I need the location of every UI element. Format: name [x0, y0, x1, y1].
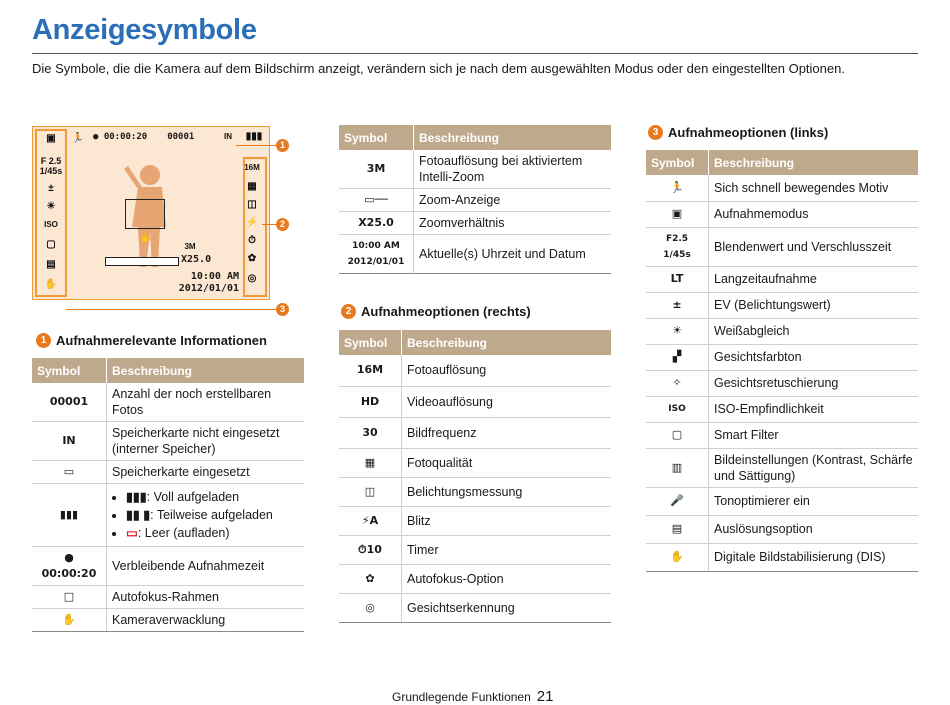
- symbol-cell: 00001: [32, 383, 107, 422]
- desc-cell: Fotoauflösung: [402, 355, 612, 386]
- section1-table: [32, 358, 304, 632]
- face-detect-icon: ◎: [247, 273, 257, 284]
- table-row: [646, 370, 918, 396]
- screen-shot-count: 00001: [167, 132, 195, 142]
- shake-icon: ✋: [139, 233, 153, 244]
- battery-icon: ▮▮▮: [245, 131, 263, 142]
- table-row: [646, 201, 918, 227]
- camera-screen-illustration: [32, 126, 270, 300]
- white-balance-icon: ☀: [646, 318, 709, 344]
- table-row: [339, 150, 611, 189]
- desc-cell: Anzahl der noch erstellbaren Fotos: [107, 383, 305, 422]
- table-row: [339, 189, 611, 212]
- desc-cell: Verbleibende Aufnahmezeit: [107, 547, 305, 586]
- zoom-bar-icon: ▭──: [339, 189, 414, 212]
- screen-datetime: [179, 271, 239, 295]
- desc-cell: Speicherkarte eingesetzt: [107, 461, 305, 484]
- table-row: [32, 461, 304, 484]
- smart-filter-icon: ▢: [46, 239, 56, 250]
- callout-line-2: [262, 224, 276, 225]
- flash-icon: ⚡A: [339, 506, 402, 535]
- battery-list: [112, 489, 299, 541]
- title-rule: [32, 53, 918, 54]
- section1-number: 1: [36, 333, 51, 348]
- camera-mode-icon: ▣: [646, 201, 709, 227]
- table-row: [339, 417, 611, 448]
- page-number: 21: [536, 688, 554, 705]
- table-row: [339, 506, 611, 535]
- timer-icon: ⏱10: [339, 535, 402, 564]
- desc-cell: Tonoptimierer ein: [709, 487, 919, 515]
- table-row: [339, 212, 611, 235]
- table-row: [646, 543, 918, 571]
- screen-shutter: 1/45s: [39, 166, 63, 176]
- quality-icon: ▦: [339, 448, 402, 477]
- shake-icon: ✋: [32, 609, 107, 632]
- af-option-icon: ✿: [339, 564, 402, 593]
- image-adjust-icon: ▥: [646, 448, 709, 487]
- callout-line-3: [66, 309, 276, 310]
- face-tone-icon: ▞: [646, 344, 709, 370]
- resolution-icon: 16M: [244, 163, 260, 172]
- symbol-cell: X25.0: [339, 212, 414, 235]
- intro-text: Die Symbole, die die Kamera auf dem Bildschirm anzeigt, verändern sich je nach dem ausgewählten Modus oder den eingestellten Optionen.: [32, 61, 845, 76]
- desc-cell: Speicherkarte nicht eingesetzt (interner Speicher): [107, 422, 305, 461]
- table-row: [32, 383, 304, 422]
- microphone-icon: 🎤: [646, 487, 709, 515]
- table-row: [339, 235, 611, 274]
- section1-heading: [36, 333, 267, 348]
- long-exposure-icon: LT: [646, 266, 709, 292]
- desc-cell: Belichtungsmessung: [402, 477, 612, 506]
- section3-title: Aufnahmeoptionen (links): [668, 125, 829, 140]
- list-item: [126, 489, 299, 505]
- table-row: [646, 448, 918, 487]
- section2-heading: [341, 304, 531, 319]
- table-header: [339, 125, 611, 150]
- section3-heading: [648, 125, 828, 140]
- ev-icon: ±: [48, 183, 54, 194]
- iso-icon: ISO: [646, 396, 709, 422]
- zoom-bar: [105, 257, 179, 266]
- battery-partial-icon: ▮▮ ▮: [126, 508, 151, 522]
- memory-icon: IN: [32, 422, 107, 461]
- desc-cell: Langzeitaufnahme: [709, 266, 919, 292]
- table-row: [646, 396, 918, 422]
- screen-time: 10:00 AM: [190, 271, 239, 282]
- page-title: Anzeigesymbole: [32, 14, 257, 46]
- desc-cell: Gesichtsretuschierung: [709, 370, 919, 396]
- table-row: [646, 227, 918, 266]
- quality-icon: ▦: [247, 181, 257, 192]
- white-balance-icon: ☀: [46, 201, 56, 212]
- battery-full-icon: ▮▮▮: [126, 490, 147, 504]
- section1-title: Aufnahmerelevante Informationen: [56, 333, 267, 348]
- callout-1: 1: [276, 139, 289, 152]
- header-desc: Beschreibung: [414, 125, 612, 150]
- header-symbol: Symbol: [339, 125, 414, 150]
- table-row: [646, 344, 918, 370]
- ev-icon: ±: [646, 292, 709, 318]
- page-footer: [392, 688, 553, 705]
- screen-date: 2012/01/01: [178, 283, 239, 294]
- desc-cell: Autofokus-Rahmen: [107, 586, 305, 609]
- battery-empty-icon: ▭: [126, 526, 138, 540]
- battery-partial-text: : Teilweise aufgeladen: [150, 508, 273, 522]
- desc-cell: Zoomverhältnis: [414, 212, 612, 235]
- af-frame: [125, 199, 165, 229]
- callout-line-1: [236, 145, 276, 146]
- iso-icon: ISO: [44, 220, 58, 229]
- header-symbol: Symbol: [646, 150, 709, 175]
- table-row: [32, 484, 304, 547]
- desc-cell: Gesichtserkennung: [402, 593, 612, 622]
- table-row: [32, 547, 304, 586]
- header-desc: Beschreibung: [107, 358, 305, 383]
- section2-number: 2: [341, 304, 356, 319]
- desc-cell: Videoauflösung: [402, 386, 612, 417]
- metering-icon: ◫: [339, 477, 402, 506]
- battery-desc-cell: [107, 484, 305, 547]
- desc-cell: Kameraverwacklung: [107, 609, 305, 632]
- table-row: [32, 609, 304, 632]
- callout-3: 3: [276, 303, 289, 316]
- desc-cell: Bildfrequenz: [402, 417, 612, 448]
- memory-icon: IN: [224, 132, 232, 141]
- desc-cell: Weißabgleich: [709, 318, 919, 344]
- desc-cell: Blitz: [402, 506, 612, 535]
- table-row: [646, 266, 918, 292]
- desc-cell: Aktuelle(s) Uhrzeit und Datum: [414, 235, 612, 274]
- table-row: [32, 586, 304, 609]
- intelli-zoom-icon: 3M: [184, 242, 196, 251]
- desc-cell: Smart Filter: [709, 422, 919, 448]
- header-symbol: Symbol: [32, 358, 107, 383]
- shutter-option-icon: ▤: [46, 259, 56, 270]
- table-row: [646, 292, 918, 318]
- desc-cell: EV (Belichtungswert): [709, 292, 919, 318]
- footer-section: Grundlegende Funktionen: [392, 690, 531, 704]
- table-row: [339, 564, 611, 593]
- battery-full-text: : Voll aufgeladen: [146, 490, 240, 504]
- resolution-icon: 16M: [339, 355, 402, 386]
- list-item: [126, 507, 299, 523]
- dis-icon: ✋: [44, 279, 58, 290]
- desc-cell: Aufnahmemodus: [709, 201, 919, 227]
- timer-icon: ⏱: [248, 235, 256, 246]
- table-row: [339, 386, 611, 417]
- table-row: [339, 593, 611, 622]
- screen-zoom-value: X25.0: [181, 254, 212, 265]
- list-item: [126, 525, 299, 541]
- intelli-zoom-icon: 3M: [339, 150, 414, 189]
- metering-icon: ◫: [247, 199, 257, 210]
- video-resolution-icon: HD: [339, 386, 402, 417]
- face-detect-icon: ◎: [339, 593, 402, 622]
- screen-info-table: [339, 125, 611, 274]
- shutter-option-icon: ▤: [646, 515, 709, 543]
- frame-rate-icon: 30: [339, 417, 402, 448]
- table-header: [32, 358, 304, 383]
- screen-recording-time: ● 00:00:20: [93, 132, 148, 142]
- callout-2: 2: [276, 218, 289, 231]
- desc-cell: Zoom-Anzeige: [414, 189, 612, 212]
- dis-icon: ✋: [646, 543, 709, 571]
- table-row: [646, 487, 918, 515]
- table-header: [646, 150, 918, 175]
- desc-cell: ISO-Empfindlichkeit: [709, 396, 919, 422]
- header-desc: Beschreibung: [709, 150, 919, 175]
- table-row: [339, 448, 611, 477]
- table-row: [339, 477, 611, 506]
- symbol-cell: 10:00 AM 2012/01/01: [339, 235, 414, 274]
- desc-cell: Digitale Bildstabilisierung (DIS): [709, 543, 919, 571]
- desc-cell: Auslösungsoption: [709, 515, 919, 543]
- table-header: [339, 330, 611, 355]
- screen-aperture: F 2.5: [40, 156, 62, 166]
- symbol-cell: ● 00:00:20: [32, 547, 107, 586]
- desc-cell: Fotoauflösung bei aktiviertem Intelli-Zoom: [414, 150, 612, 189]
- desc-cell: Gesichtsfarbton: [709, 344, 919, 370]
- battery-icon: ▮▮▮: [32, 484, 107, 547]
- desc-cell: Fotoqualität: [402, 448, 612, 477]
- header-desc: Beschreibung: [402, 330, 612, 355]
- card-icon: ▭: [32, 461, 107, 484]
- desc-cell: Sich schnell bewegendes Motiv: [709, 175, 919, 201]
- smart-filter-icon: ▢: [646, 422, 709, 448]
- camera-mode-icon: ▣: [46, 133, 56, 144]
- table-row: [646, 318, 918, 344]
- table-row: [339, 535, 611, 564]
- table-row: [646, 422, 918, 448]
- table-row: [32, 422, 304, 461]
- battery-empty-text: : Leer (aufladen): [137, 526, 230, 540]
- af-option-icon: ✿: [247, 253, 257, 264]
- desc-cell: Timer: [402, 535, 612, 564]
- symbol-cell: F2.5 1/45s: [646, 227, 709, 266]
- table-row: [646, 515, 918, 543]
- section3-table: [646, 150, 918, 572]
- table-row: [646, 175, 918, 201]
- desc-cell: Blendenwert und Verschlusszeit: [709, 227, 919, 266]
- section2-table: [339, 330, 611, 623]
- table-row: [339, 355, 611, 386]
- running-icon: 🏃: [646, 175, 709, 201]
- header-symbol: Symbol: [339, 330, 402, 355]
- running-icon: 🏃: [71, 133, 85, 144]
- desc-cell: Autofokus-Option: [402, 564, 612, 593]
- af-frame-icon: □: [32, 586, 107, 609]
- desc-cell: Bildeinstellungen (Kontrast, Schärfe und Sättigung): [709, 448, 919, 487]
- section2-title: Aufnahmeoptionen (rechts): [361, 304, 531, 319]
- face-retouch-icon: ✧: [646, 370, 709, 396]
- flash-icon: ⚡: [245, 217, 259, 228]
- section3-number: 3: [648, 125, 663, 140]
